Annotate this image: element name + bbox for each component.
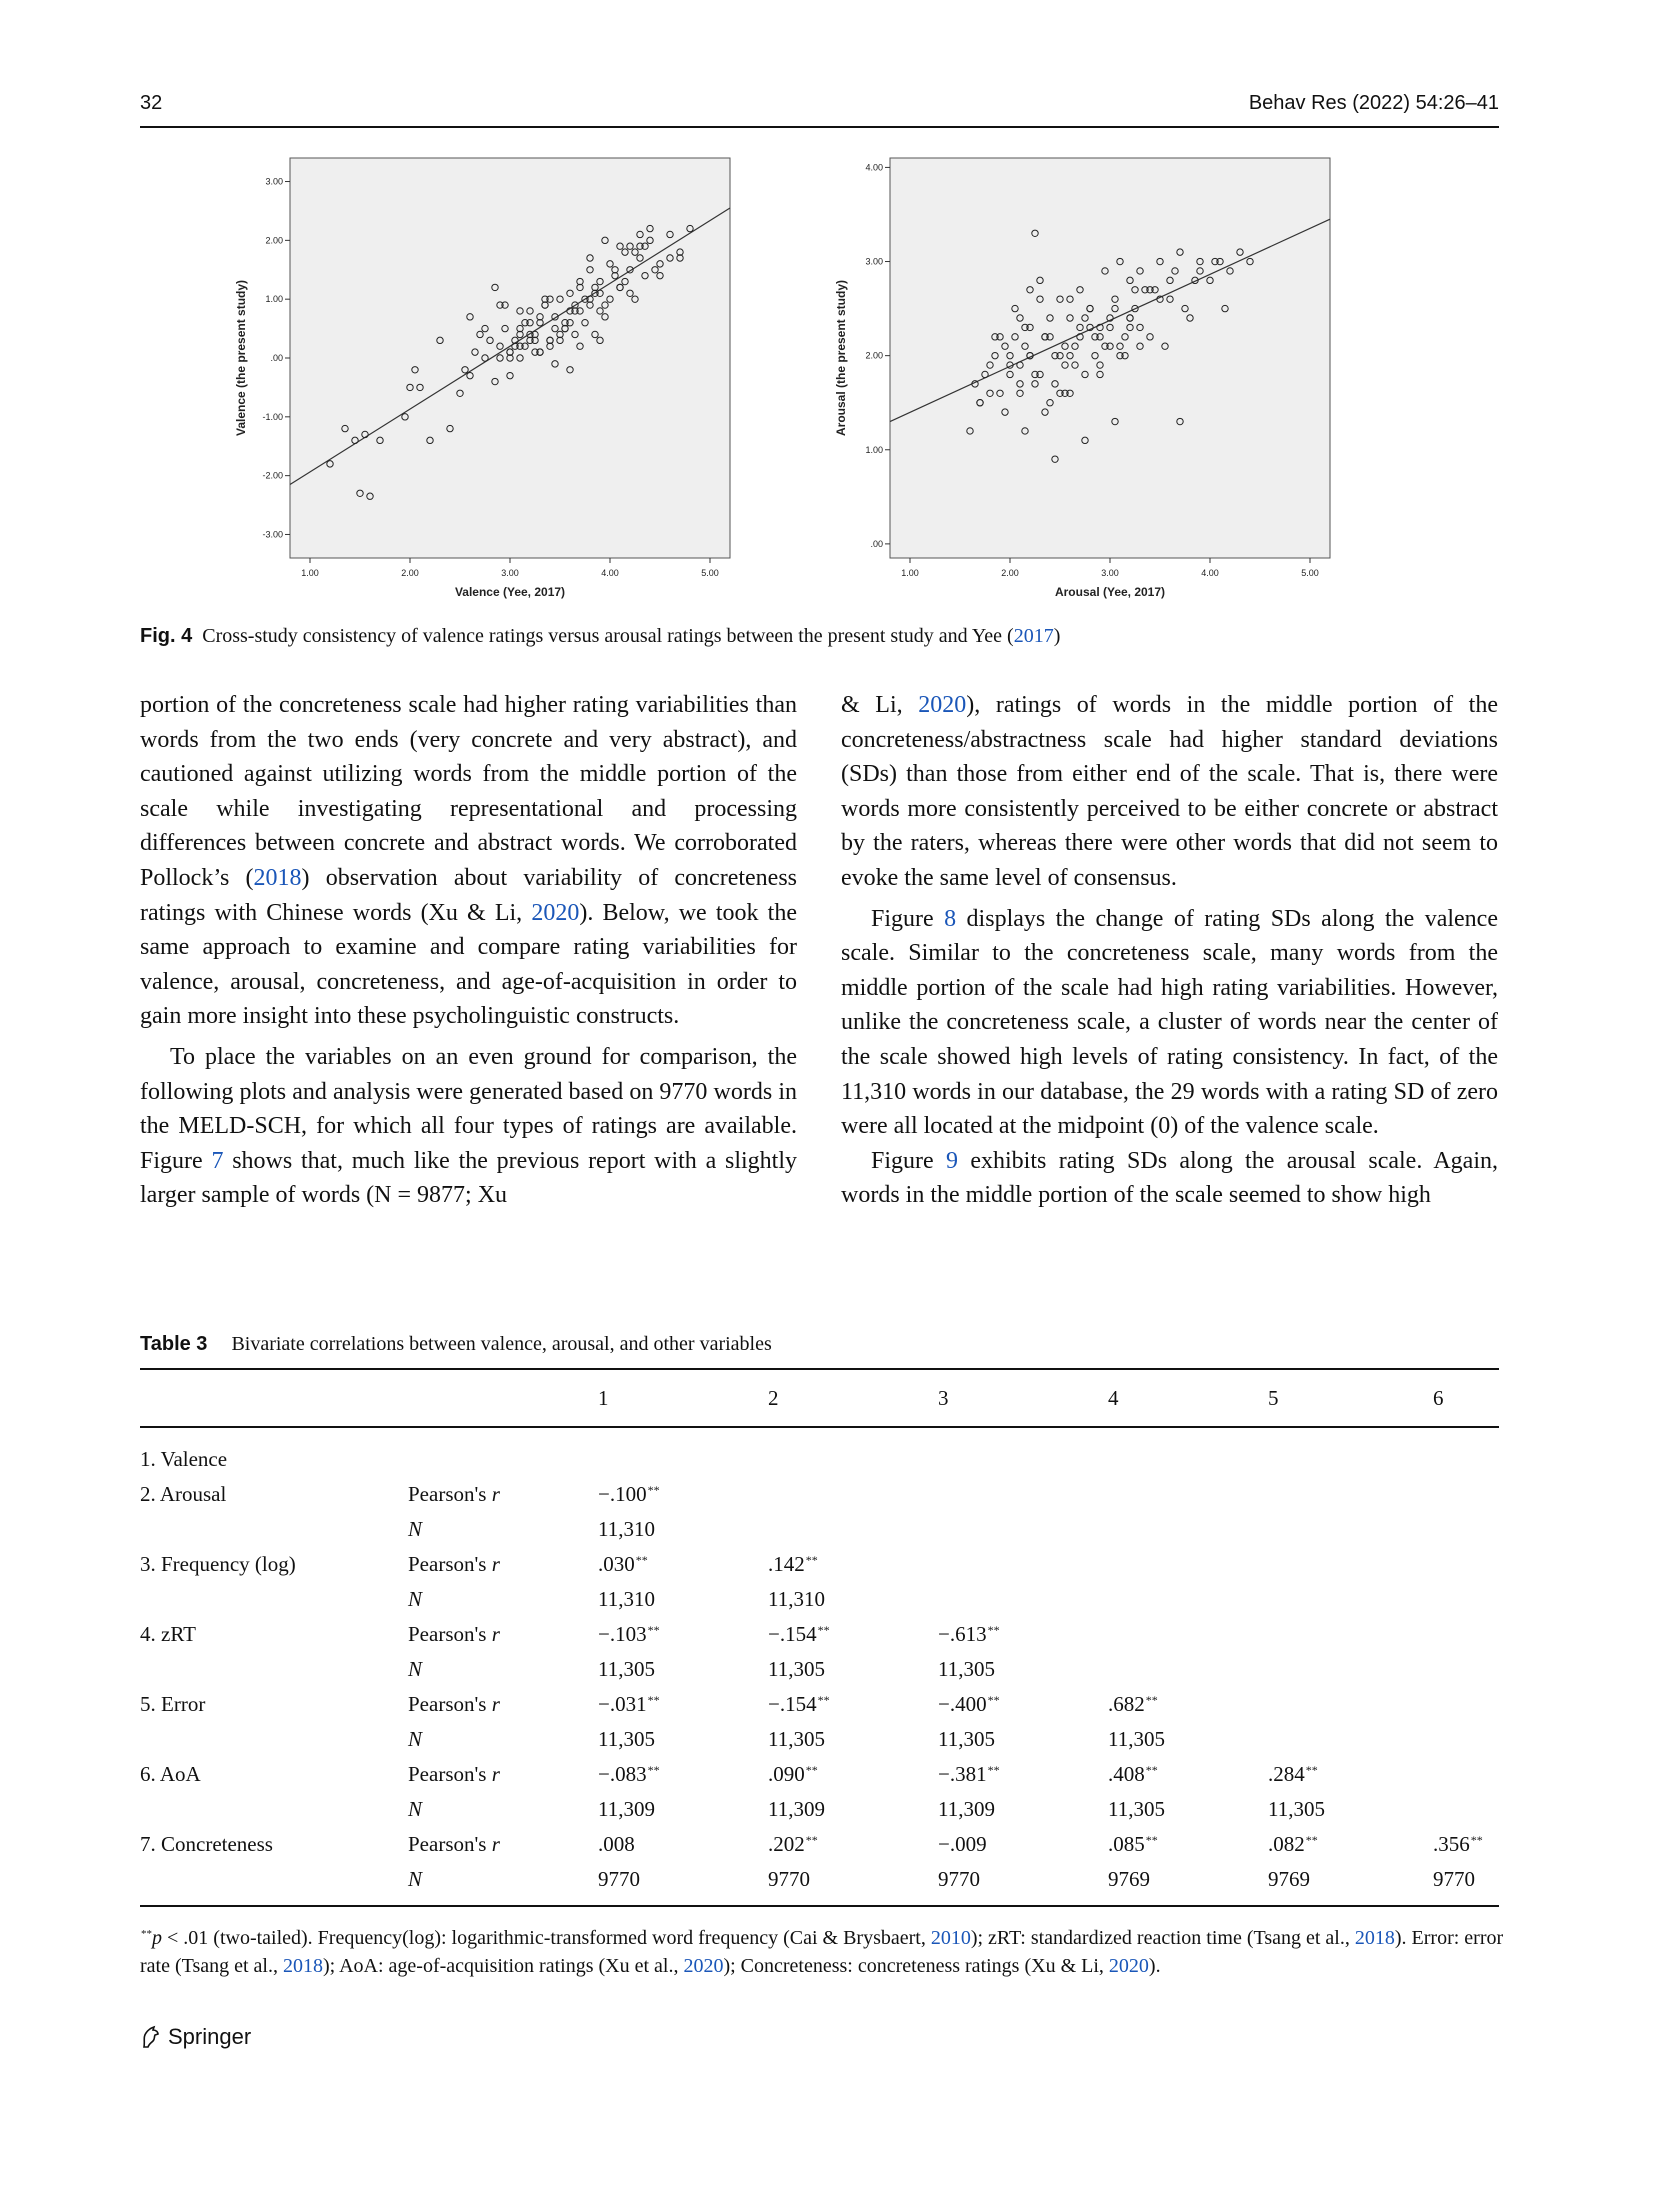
table-cell — [768, 1687, 938, 1722]
cell-value: 9770 — [768, 1867, 810, 1891]
stat-text: Pearson's — [408, 1622, 492, 1646]
cell-value: −.613 — [938, 1622, 987, 1646]
variable-label: 1. Valence — [140, 1447, 228, 1471]
table-cell — [1268, 1757, 1433, 1792]
cell-value: 11,310 — [598, 1587, 655, 1611]
significance-marker: ** — [647, 1623, 660, 1637]
cell-value: .284 — [1268, 1762, 1305, 1786]
variable-label — [140, 1582, 408, 1617]
table-caption — [140, 1333, 772, 1356]
paragraph — [841, 1144, 1498, 1213]
citation-link[interactable]: 2020 — [531, 899, 580, 926]
publisher-name: Springer — [168, 2024, 252, 2049]
table-cell — [938, 1512, 1108, 1547]
table-cell — [1108, 1477, 1268, 1512]
table-cell — [768, 1512, 938, 1547]
cell-value: .202 — [768, 1832, 805, 1856]
table-row — [140, 1512, 1499, 1547]
table-cell — [768, 1757, 938, 1792]
figure-4 — [220, 148, 1440, 623]
table-cell — [1268, 1617, 1433, 1652]
cell-value: .682 — [1108, 1692, 1145, 1716]
table-cell — [768, 1792, 938, 1827]
cell-value: 9769 — [1108, 1867, 1150, 1891]
paragraph — [140, 1040, 797, 1213]
table-cell — [598, 1862, 768, 1906]
caption-citation-link[interactable]: 2017 — [1013, 625, 1054, 647]
x-tick-label: 1.00 — [301, 568, 319, 578]
significance-marker: ** — [141, 1928, 152, 1940]
table-cell — [598, 1757, 768, 1792]
stat-text: Pearson's — [408, 1762, 492, 1786]
x-tick-label: 5.00 — [701, 568, 719, 578]
table-cell — [1108, 1687, 1268, 1722]
significance-marker: ** — [817, 1693, 830, 1707]
header-cell — [140, 1369, 408, 1427]
cell-value: .408 — [1108, 1762, 1145, 1786]
y-tick-label: 4.00 — [865, 162, 883, 173]
table-label: Table 3 — [140, 1333, 208, 1355]
variable-label: 7. Concreteness — [140, 1832, 273, 1856]
table-cell — [768, 1827, 938, 1862]
table-row — [140, 1757, 1499, 1792]
variable-label — [140, 1862, 408, 1906]
table-cell — [598, 1477, 768, 1512]
table-cell — [1108, 1512, 1268, 1547]
x-tick-label: 2.00 — [1001, 568, 1019, 578]
significance-marker: ** — [1145, 1693, 1158, 1707]
y-tick-label: -2.00 — [262, 470, 283, 481]
table-cell — [768, 1722, 938, 1757]
y-tick-label: -3.00 — [262, 529, 283, 540]
table-cell — [1433, 1722, 1499, 1757]
citation-link[interactable]: 2018 — [282, 1955, 323, 1977]
caption-label: Fig. 4 — [140, 625, 193, 647]
statistic-label — [408, 1652, 598, 1687]
statistic-label — [408, 1827, 598, 1862]
table-cell — [598, 1687, 768, 1722]
x-tick-label: 5.00 — [1301, 568, 1319, 578]
citation-link[interactable]: 2020 — [683, 1955, 724, 1977]
table-cell — [768, 1582, 938, 1617]
text-run: shows that, much like the previous report with a slightly larger sample of words (N = 9877; Xu — [140, 1147, 797, 1209]
statistic-label — [408, 1427, 598, 1477]
cell-value: 11,305 — [768, 1727, 825, 1751]
cell-value: 11,305 — [598, 1657, 655, 1681]
cell-value: 11,305 — [938, 1657, 995, 1681]
table-cell — [768, 1652, 938, 1687]
table-cell — [938, 1757, 1108, 1792]
table-cell — [768, 1547, 938, 1582]
text-run: ). Error: error rate (Tsang et al., — [140, 1927, 1504, 1977]
statistic-label — [408, 1582, 598, 1617]
text-run: exhibits rating SDs along the arousal scale. Again, words in the middle portion of the scale seemed to show high — [841, 1147, 1498, 1209]
cell-value: 11,305 — [1108, 1727, 1165, 1751]
table-cell — [1268, 1512, 1433, 1547]
table-cell — [1108, 1757, 1268, 1792]
table-cell — [1108, 1617, 1268, 1652]
x-tick-label: 1.00 — [901, 568, 919, 578]
column-header: 3 — [938, 1385, 949, 1410]
plot-area — [290, 158, 730, 558]
y-tick-label: .00 — [270, 353, 283, 363]
table-cell — [938, 1547, 1108, 1582]
body-column-left — [140, 688, 797, 1213]
cell-value: 9770 — [598, 1867, 640, 1891]
table-cell — [768, 1427, 938, 1477]
table-row — [140, 1617, 1499, 1652]
journal-citation: Behav Res (2022) 54:26–41 — [1248, 92, 1499, 114]
variable-label: 5. Error — [140, 1692, 206, 1716]
cell-value: 11,305 — [768, 1657, 825, 1681]
cell-value: 9769 — [1268, 1867, 1310, 1891]
cell-value: −.031 — [598, 1692, 647, 1716]
cell-value: .090 — [768, 1762, 805, 1786]
table-row — [140, 1427, 1499, 1477]
stat-text: Pearson's — [408, 1832, 492, 1856]
running-header — [140, 86, 1499, 128]
text-run: ); AoA: age-of-acquisition ratings (Xu et al., — [322, 1955, 684, 1977]
table-cell — [598, 1427, 768, 1477]
variable-label — [140, 1792, 408, 1827]
table-cell — [598, 1827, 768, 1862]
table-body — [140, 1427, 1499, 1906]
significance-marker: ** — [805, 1553, 818, 1567]
statistic-label — [408, 1617, 598, 1652]
table-cell — [598, 1652, 768, 1687]
variable-label — [140, 1722, 408, 1757]
x-tick-label: 3.00 — [1101, 568, 1119, 578]
y-tick-label: 2.00 — [265, 235, 283, 246]
p-symbol: p — [152, 1927, 162, 1949]
cell-value: −.100 — [598, 1482, 647, 1506]
text-run: displays the change of rating SDs along the valence scale. Similar to the concreteness scale, many words from the middle portion of the scale had high rating variabilities. However, unlike the concreteness scale, a cluster of words near the center of the scale showed high levels of rating consistency. In fact, of the 11,310 words in our database, the 29 words with a rating SD of zero were all located at the midpoint (0) of the valence scale. — [841, 905, 1498, 1140]
y-tick-label: 1.00 — [865, 444, 883, 455]
stat-text: Pearson's — [408, 1692, 492, 1716]
stat-symbol: N — [408, 1797, 423, 1821]
y-tick-label: 3.00 — [265, 176, 283, 187]
table-cell — [938, 1722, 1108, 1757]
significance-marker: ** — [1145, 1763, 1158, 1777]
table-cell — [1108, 1427, 1268, 1477]
table-cell — [768, 1617, 938, 1652]
cell-value: 11,310 — [768, 1587, 825, 1611]
y-axis-label: Valence (the present study) — [234, 279, 248, 437]
table-cell — [1108, 1792, 1268, 1827]
cell-value: .008 — [598, 1832, 635, 1856]
statistic-label — [408, 1757, 598, 1792]
text-run: ); zRT: standardized reaction time (Tsang et al., — [970, 1927, 1355, 1949]
table-cell — [1268, 1427, 1433, 1477]
table-cell — [1268, 1652, 1433, 1687]
table-cell — [1433, 1827, 1499, 1862]
stat-symbol: N — [408, 1587, 423, 1611]
text-run: To place the variables on an even ground for comparison, the following plots and analysis were generated based on 9770 words in the MELD-SCH, for which all four types of ratings are available. Figure — [140, 1043, 797, 1174]
table-cell — [598, 1547, 768, 1582]
table-cell — [1108, 1862, 1268, 1906]
cell-value: −.381 — [938, 1762, 987, 1786]
table-cell — [1108, 1582, 1268, 1617]
column-header: 5 — [1268, 1385, 1279, 1410]
figure-4-scatterplots — [220, 148, 1440, 623]
cell-value: −.009 — [938, 1832, 987, 1856]
y-tick-label: -1.00 — [262, 411, 283, 422]
table-cell — [1433, 1547, 1499, 1582]
stat-symbol: r — [491, 1692, 500, 1716]
cell-value: 11,309 — [768, 1797, 825, 1821]
cell-value: 11,309 — [598, 1797, 655, 1821]
statistic-label — [408, 1687, 598, 1722]
table-cell — [1268, 1722, 1433, 1757]
table-cell — [1108, 1722, 1268, 1757]
significance-marker: ** — [817, 1623, 830, 1637]
table-cell — [1433, 1512, 1499, 1547]
stat-text: Pearson's — [408, 1552, 492, 1576]
table-cell — [598, 1617, 768, 1652]
cell-value: .082 — [1268, 1832, 1305, 1856]
table-cell — [1433, 1427, 1499, 1477]
table-title: Bivariate correlations between valence, arousal, and other variables — [231, 1333, 772, 1355]
caption-end: ) — [1053, 625, 1061, 647]
table-cell — [938, 1827, 1108, 1862]
column-header: 4 — [1108, 1385, 1119, 1410]
statistic-label — [408, 1477, 598, 1512]
table-cell — [938, 1652, 1108, 1687]
paragraph — [841, 902, 1498, 1144]
body-column-right — [841, 688, 1498, 1213]
cell-value: 11,310 — [598, 1517, 655, 1541]
stat-text: Pearson's — [408, 1482, 492, 1506]
citation-link[interactable]: 2020 — [918, 692, 967, 718]
table-row — [140, 1722, 1499, 1757]
x-tick-label: 3.00 — [501, 568, 519, 578]
table-cell — [938, 1687, 1108, 1722]
stat-symbol: r — [491, 1552, 500, 1576]
stat-symbol: N — [408, 1727, 423, 1751]
table-cell — [1268, 1687, 1433, 1722]
y-tick-label: 3.00 — [865, 256, 883, 267]
table-cell — [938, 1617, 1108, 1652]
significance-marker: ** — [987, 1623, 1000, 1637]
text-run: < .01 (two-tailed). Frequency(log): logarithmic-transformed word frequency (Cai & Brysbaert, — [162, 1927, 931, 1949]
citation-link[interactable]: 2018 — [253, 864, 302, 891]
table-cell — [768, 1862, 938, 1906]
cell-value: 9770 — [1433, 1867, 1475, 1891]
cell-value: −.400 — [938, 1692, 987, 1716]
column-header: 1 — [598, 1385, 609, 1410]
cell-value: 9770 — [938, 1867, 980, 1891]
variable-label — [140, 1652, 408, 1687]
text-run: Figure — [871, 1147, 947, 1174]
column-header: 2 — [768, 1385, 779, 1410]
statistic-label — [408, 1547, 598, 1582]
table-cell — [598, 1582, 768, 1617]
x-axis-label: Valence (Yee, 2017) — [454, 585, 566, 599]
table-cell — [938, 1427, 1108, 1477]
text-run: portion of the concreteness scale had higher rating variabilities than words from the two ends (very concrete and very abstract), and cautioned against utilizing words from the middle portion of the scale while investigating representational and processing differences between concrete and abstract words. We corroborated Pollock’s ( — [140, 692, 797, 891]
table-cell — [1433, 1862, 1499, 1906]
cell-value: −.083 — [598, 1762, 647, 1786]
cell-value: .142 — [768, 1552, 805, 1576]
table-cell — [768, 1477, 938, 1512]
stat-symbol: r — [491, 1482, 500, 1506]
table-cell — [1268, 1792, 1433, 1827]
x-tick-label: 2.00 — [401, 568, 419, 578]
statistic-label — [408, 1512, 598, 1547]
significance-marker: ** — [1145, 1833, 1158, 1847]
y-tick-label: 1.00 — [265, 294, 283, 305]
cell-value: .030 — [598, 1552, 635, 1576]
table-cell — [1108, 1547, 1268, 1582]
variable-label — [140, 1512, 408, 1547]
table-row — [140, 1582, 1499, 1617]
header-cell — [408, 1369, 598, 1427]
statistic-label — [408, 1792, 598, 1827]
significance-marker: ** — [635, 1553, 648, 1567]
table-row — [140, 1792, 1499, 1827]
table-cell — [1108, 1827, 1268, 1862]
y-tick-label: .00 — [870, 538, 883, 549]
cell-value: 11,309 — [938, 1797, 995, 1821]
cell-value: .085 — [1108, 1832, 1145, 1856]
paragraph — [841, 688, 1498, 896]
text-run: ). — [1148, 1955, 1161, 1977]
stat-symbol: r — [491, 1832, 500, 1856]
statistic-label — [408, 1722, 598, 1757]
stat-symbol: r — [491, 1622, 500, 1646]
stat-symbol: r — [491, 1762, 500, 1786]
statistic-label — [408, 1862, 598, 1906]
significance-marker: ** — [805, 1763, 818, 1777]
cell-value: 11,305 — [598, 1727, 655, 1751]
figure-caption — [140, 625, 1500, 648]
variable-label: 3. Frequency (log) — [140, 1552, 296, 1576]
significance-marker: ** — [647, 1483, 660, 1497]
citation-link[interactable]: 2018 — [1354, 1927, 1395, 1949]
variable-label: 2. Arousal — [140, 1482, 227, 1506]
table-row — [140, 1547, 1499, 1582]
caption-text: Cross-study consistency of valence ratings versus arousal ratings between the present study and Yee ( — [202, 625, 1014, 647]
stat-symbol: N — [408, 1867, 423, 1891]
table-cell — [1433, 1582, 1499, 1617]
table-cell — [598, 1792, 768, 1827]
y-axis-label: Arousal (the present study) — [834, 279, 848, 437]
table-row — [140, 1652, 1499, 1687]
x-tick-label: 4.00 — [1201, 568, 1219, 578]
significance-marker: ** — [987, 1693, 1000, 1707]
significance-marker: ** — [647, 1763, 660, 1777]
table-cell — [1433, 1617, 1499, 1652]
table-row — [140, 1687, 1499, 1722]
citation-link[interactable]: 2020 — [1108, 1955, 1149, 1977]
cell-value: −.103 — [598, 1622, 647, 1646]
table-header-row — [140, 1369, 1499, 1427]
significance-marker: ** — [647, 1693, 660, 1707]
text-run: Figure — [871, 905, 945, 932]
paragraph — [140, 688, 797, 1034]
cell-value: 11,305 — [1108, 1797, 1165, 1821]
cell-value: .356 — [1433, 1832, 1470, 1856]
table-cell — [598, 1722, 768, 1757]
table-row — [140, 1477, 1499, 1512]
page-number: 32 — [140, 92, 163, 114]
text-run: ) observation about variability of concreteness ratings with Chinese words (Xu & Li, — [140, 864, 797, 926]
cell-value: −.154 — [768, 1622, 817, 1646]
table-cell — [938, 1477, 1108, 1512]
table-cell — [938, 1792, 1108, 1827]
table-cell — [1268, 1547, 1433, 1582]
table-row — [140, 1827, 1499, 1862]
significance-marker: ** — [1305, 1763, 1318, 1777]
plot-area — [890, 158, 1330, 558]
table-row — [140, 1862, 1499, 1906]
cell-value: 11,305 — [938, 1727, 995, 1751]
variable-label: 6. AoA — [140, 1762, 201, 1786]
cell-value: 11,305 — [1268, 1797, 1325, 1821]
table-cell — [1268, 1582, 1433, 1617]
table-cell — [1433, 1477, 1499, 1512]
table-cell — [938, 1862, 1108, 1906]
text-run: ). Below, we took the same approach to examine and compare rating variabilities for valence, arousal, concreteness, and age-of-acquisition in order to gain more insight into these psycholinguistic constructs. — [140, 899, 797, 1030]
figure-link[interactable]: 8 — [944, 905, 957, 932]
table-cell — [1433, 1792, 1499, 1827]
x-tick-label: 4.00 — [601, 568, 619, 578]
x-axis-label: Arousal (Yee, 2017) — [1054, 585, 1166, 599]
y-tick-label: 2.00 — [865, 350, 883, 361]
correlation-table — [140, 1368, 1499, 1907]
significance-marker: ** — [1470, 1833, 1483, 1847]
significance-marker: ** — [805, 1833, 818, 1847]
table-cell — [1433, 1652, 1499, 1687]
text-run: ); Concreteness: concreteness ratings (Xu & Li, — [723, 1955, 1109, 1977]
text-run: ), ratings of words in the middle portion of the concreteness/abstractness scale had higher standard deviations (SDs) than those from either end of the scale. That is, there were words more consistently perceived to be either concrete or abstract by the raters, whereas there were other words that did not seem to evoke the same level of consensus. — [841, 692, 1498, 891]
figure-link[interactable]: 9 — [946, 1147, 959, 1174]
table-cell — [1268, 1862, 1433, 1906]
table-footnote — [140, 1920, 1510, 1980]
table-cell — [1268, 1827, 1433, 1862]
springer-horse-icon — [140, 2025, 162, 2049]
table-cell — [1433, 1687, 1499, 1722]
citation-link[interactable]: 2010 — [930, 1927, 971, 1949]
significance-marker: ** — [987, 1763, 1000, 1777]
cell-value: −.154 — [768, 1692, 817, 1716]
table-cell — [1108, 1652, 1268, 1687]
publisher-footer — [140, 2024, 251, 2050]
figure-link[interactable]: 7 — [211, 1147, 224, 1174]
stat-symbol: N — [408, 1517, 423, 1541]
table-cell — [938, 1582, 1108, 1617]
table-cell — [598, 1512, 768, 1547]
text-run: & Li, — [841, 692, 919, 718]
table-cell — [1268, 1477, 1433, 1512]
variable-label: 4. zRT — [140, 1622, 196, 1646]
stat-symbol: N — [408, 1657, 423, 1681]
column-header: 6 — [1433, 1385, 1444, 1410]
significance-marker: ** — [1305, 1833, 1318, 1847]
table-cell — [1433, 1757, 1499, 1792]
